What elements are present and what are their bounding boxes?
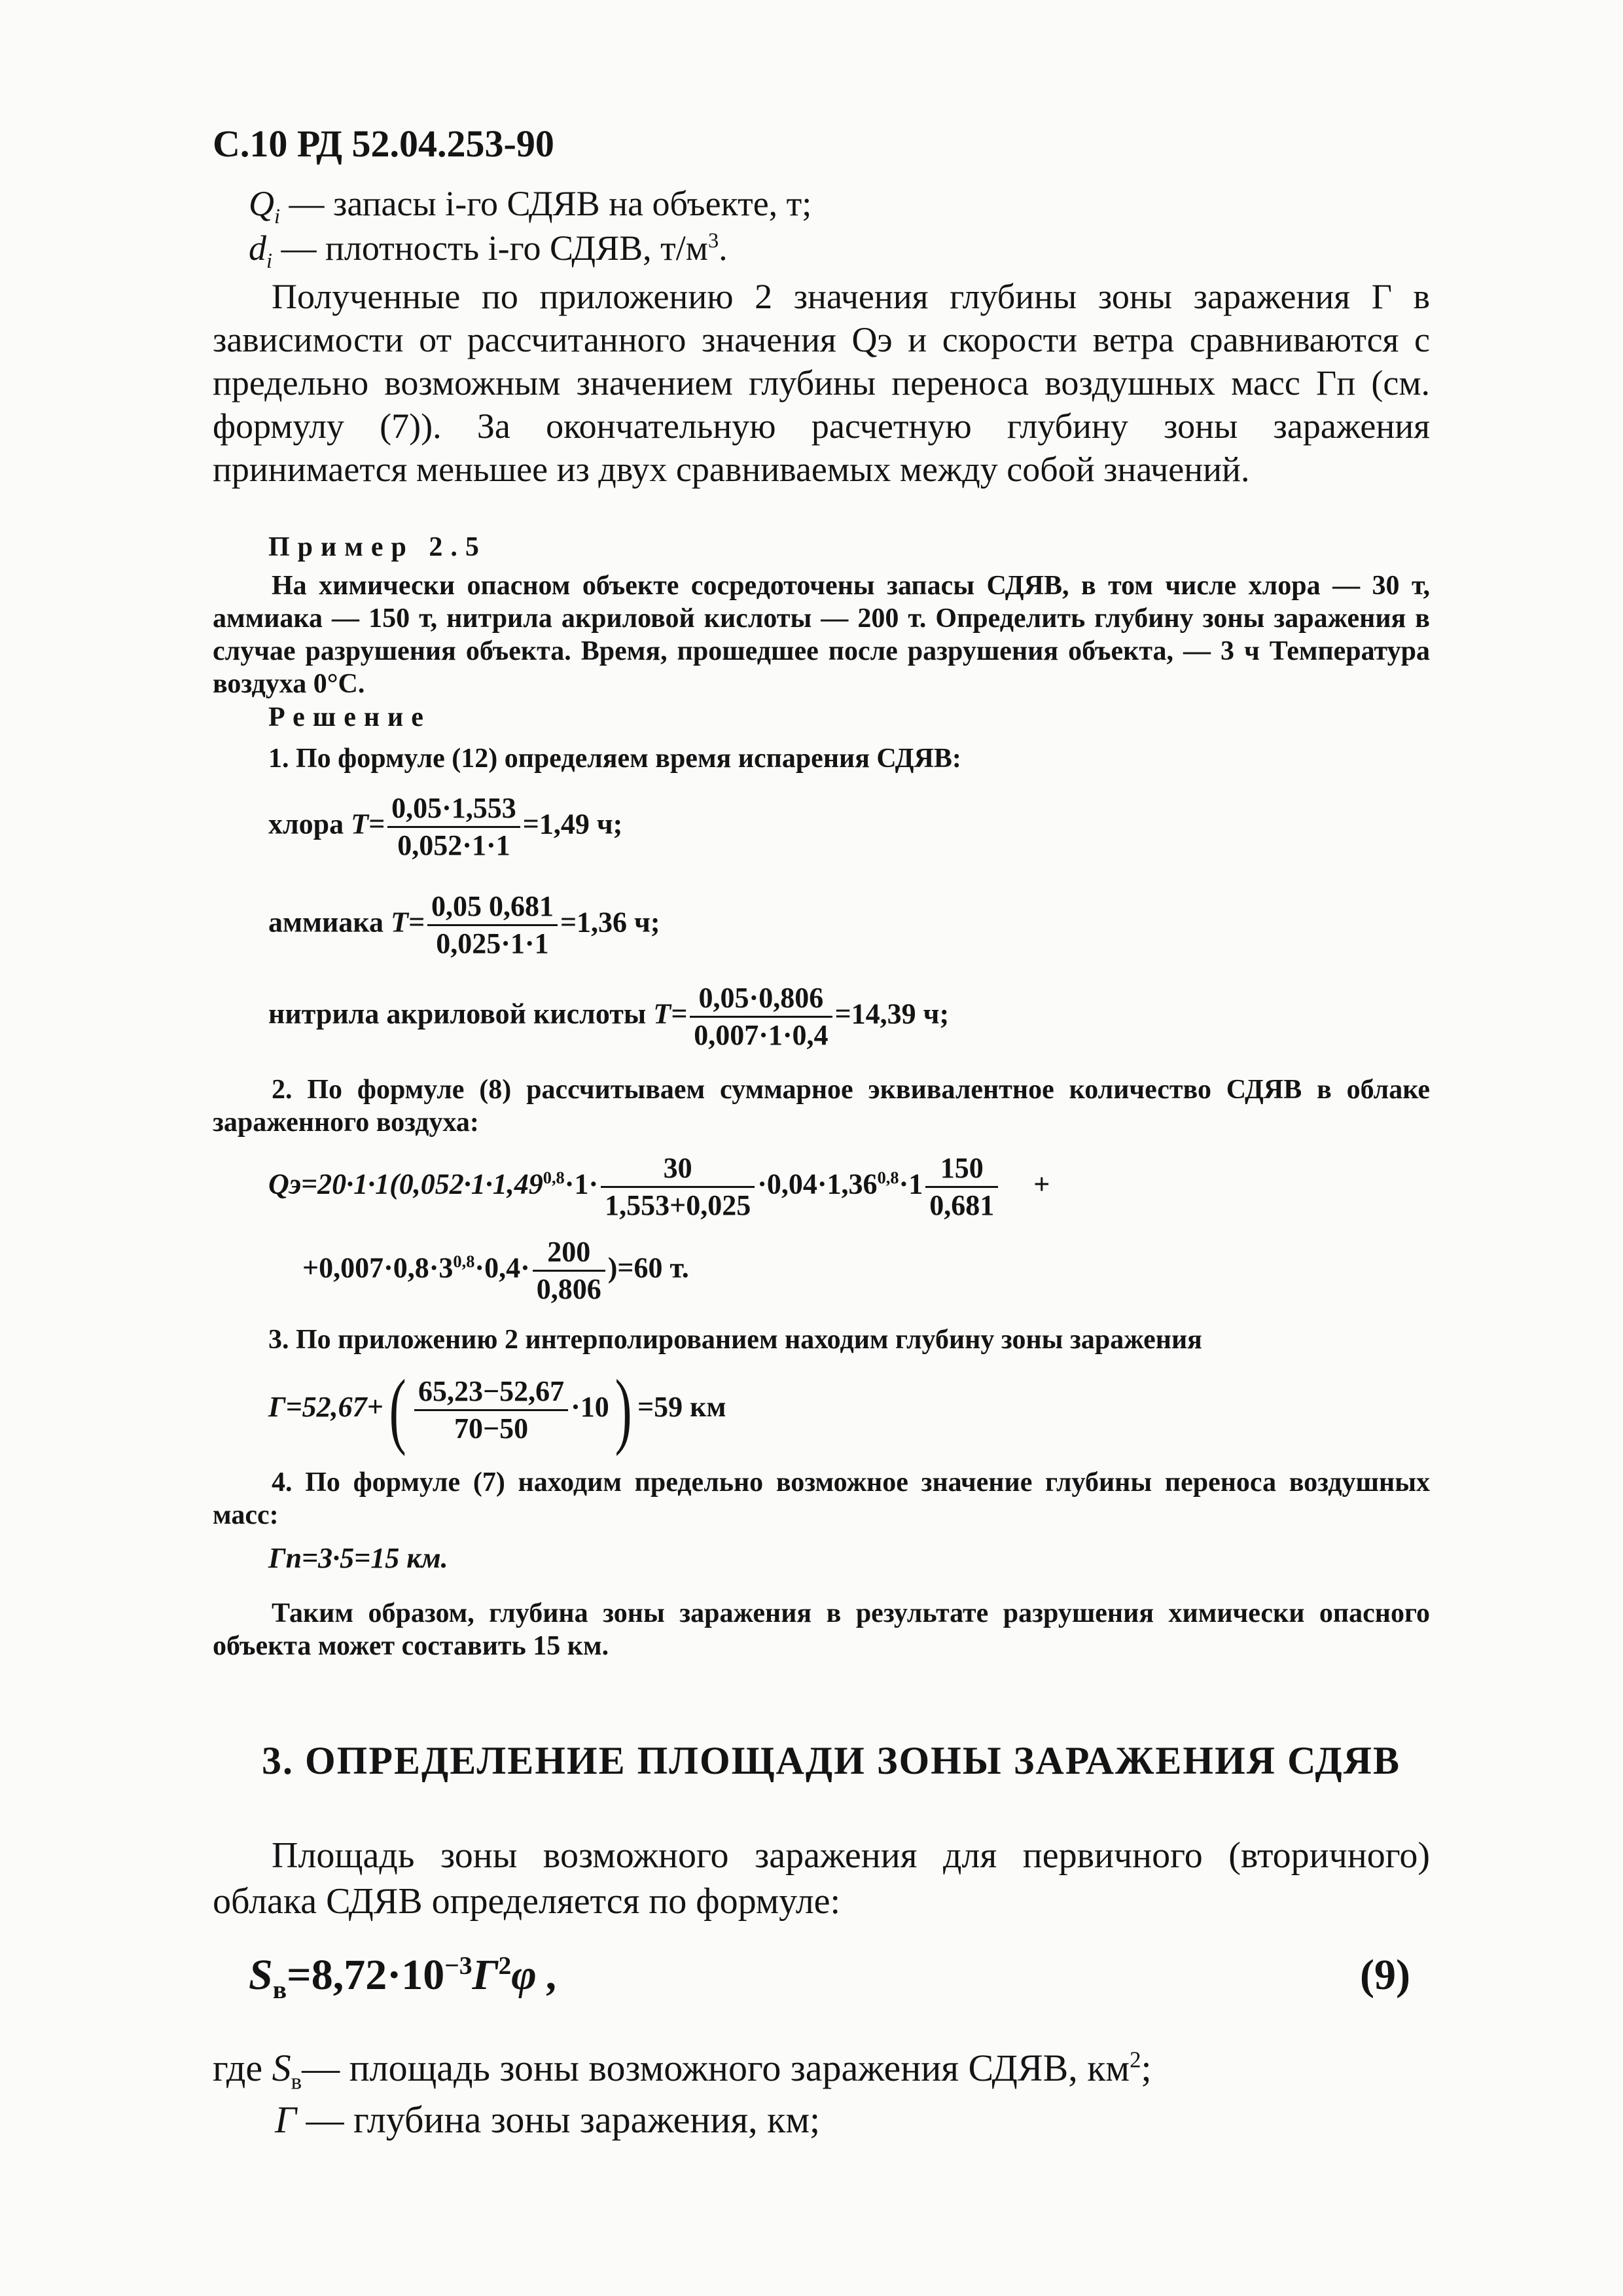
depth-lhs: Г=52,67+ bbox=[268, 1391, 383, 1424]
step2-text-body: 2. По формуле (8) рассчитываем суммарное эквивалентное количество СДЯВ в облаке зараженного воздуха: bbox=[213, 1075, 1430, 1138]
ammonia-fraction bbox=[427, 890, 558, 960]
section3-paragraph-text: Площадь зоны возможного заражения для первичного (вторичного) облака СДЯВ определяется по формуле: bbox=[213, 1835, 1430, 1922]
depth-fraction bbox=[414, 1375, 568, 1445]
depth-numerator: 65,23−52,67 bbox=[414, 1375, 568, 1411]
qe-fraction-3-num: 200 bbox=[533, 1236, 605, 1272]
q-subscript: i bbox=[274, 204, 280, 228]
chlorine-denominator: 0,052·1·1 bbox=[397, 829, 510, 861]
qe-fraction-2-num: 150 bbox=[925, 1152, 998, 1188]
qe-line1-part-b: ·1· bbox=[564, 1168, 599, 1200]
nitrile-rhs: =14,39 ч; bbox=[834, 997, 950, 1030]
q-symbol: Q bbox=[249, 184, 274, 223]
where-g-text: — глубина зоны заражения, км; bbox=[306, 2098, 821, 2141]
example-title-text: Пример 2.5 bbox=[268, 532, 487, 562]
formula9-number-text: (9) bbox=[1360, 1951, 1410, 1999]
ammonia-numerator: 0,05 0,681 bbox=[427, 890, 558, 926]
conclusion-text bbox=[213, 1597, 1430, 1662]
max-depth-formula: Гп=3·5=15 км. bbox=[268, 1542, 448, 1574]
solution-title-text: Решение bbox=[268, 702, 431, 732]
example-title bbox=[268, 531, 487, 563]
formula-q-equivalent-line2 bbox=[302, 1236, 689, 1306]
where-g-symbol: Г bbox=[275, 2098, 296, 2141]
qe-line1-part-a: Qэ=20·1·1(0,052·1·1,49 bbox=[268, 1168, 543, 1200]
qe-fraction-2 bbox=[925, 1152, 998, 1222]
step3-text-body: 3. По приложению 2 интерполированием находим глубину зоны заражения bbox=[268, 1325, 1202, 1355]
qe-line1-exp1: 0,8 bbox=[543, 1167, 565, 1187]
formula-nitrile bbox=[268, 982, 949, 1052]
nitrile-denominator: 0,007·1·0,4 bbox=[694, 1019, 829, 1051]
qe-fraction-2-den: 0,681 bbox=[929, 1189, 995, 1221]
d-definition: — плотность i-го СДЯВ, т/м bbox=[281, 228, 708, 268]
where-s-symbol: S bbox=[272, 2047, 291, 2089]
conclusion-text-body: Таким образом, глубина зоны заражения в результате разрушения химически опасного объекта может составить 15 км. bbox=[213, 1598, 1430, 1661]
where-prefix: где bbox=[213, 2047, 263, 2089]
step1-text bbox=[268, 742, 961, 775]
formula9-g-exp: 2 bbox=[498, 1951, 512, 1980]
nitrile-lhs: T= bbox=[653, 997, 688, 1030]
d-definition-end: . bbox=[719, 228, 728, 268]
ammonia-denominator: 0,025·1·1 bbox=[436, 927, 549, 960]
step4-text-body: 4. По формуле (7) находим предельно возможное значение глубины переноса воздушных масс: bbox=[213, 1467, 1430, 1530]
qe-line2-part-b: ·0,4· bbox=[474, 1251, 530, 1284]
where-s-text: — площадь зоны возможного заражения СДЯВ, км bbox=[302, 2047, 1130, 2089]
section3-heading-text: 3. ОПРЕДЕЛЕНИЕ ПЛОЩАДИ ЗОНЫ ЗАРАЖЕНИЯ СДЯВ bbox=[262, 1739, 1401, 1782]
page-ref: С.10 РД 52.04.253-90 bbox=[213, 122, 554, 165]
definition-d bbox=[249, 226, 728, 273]
chlorine-numerator: 0,05·1,553 bbox=[387, 792, 520, 828]
q-definition: — запасы i-го СДЯВ на объекте, т; bbox=[289, 184, 812, 223]
qe-fraction-1-den: 1,553+0,025 bbox=[605, 1189, 751, 1221]
step4-text bbox=[213, 1466, 1430, 1532]
ammonia-rhs: =1,36 ч; bbox=[560, 906, 660, 939]
example-text-body: На химически опасном объекте сосредоточены запасы СДЯВ, в том числе хлора — 30 т, аммиака — 150 т, нитрила акриловой кислоты — 200 т. Определить глубину зоны заражения в случае разрушения объекта. Время, прошедшее после разрушения объекта, — 3 ч Температура воздуха 0°С. bbox=[213, 571, 1430, 699]
step2-text bbox=[213, 1073, 1430, 1139]
formula-chlorine bbox=[268, 792, 622, 862]
section3-paragraph bbox=[213, 1833, 1430, 1924]
qe-line1-exp2: 0,8 bbox=[877, 1167, 899, 1187]
step1-text-body: 1. По формуле (12) определяем время испарения СДЯВ: bbox=[268, 744, 961, 774]
formula9-body: =8,72·10 bbox=[287, 1951, 445, 1999]
where-s-sub: в bbox=[291, 2068, 302, 2094]
where-s-unit-exp: 2 bbox=[1130, 2047, 1141, 2073]
qe-line1-part-c: ·0,04·1,36 bbox=[757, 1168, 878, 1200]
qe-line1-plus: + bbox=[1033, 1168, 1050, 1200]
where-s-end: ; bbox=[1141, 2047, 1152, 2089]
formula9-exp: −3 bbox=[444, 1951, 473, 1980]
where-g-definition bbox=[275, 2097, 820, 2143]
chlorine-label: хлора bbox=[268, 808, 344, 840]
paragraph-depth-comparison bbox=[213, 275, 1430, 491]
nitrile-fraction bbox=[690, 982, 832, 1052]
ammonia-label: аммиака bbox=[268, 906, 383, 939]
qe-line2-part-c: )=60 т. bbox=[607, 1251, 689, 1284]
formula-ammonia bbox=[268, 890, 660, 960]
formula-depth-interpolation bbox=[268, 1363, 726, 1457]
formula9-s-sub: в bbox=[272, 1975, 287, 2005]
depth-denominator: 70−50 bbox=[454, 1412, 529, 1444]
left-paren-icon: ( bbox=[389, 1363, 406, 1457]
formula9-s: S bbox=[249, 1951, 273, 1999]
qe-fraction-1 bbox=[601, 1152, 755, 1222]
depth-rhs: =59 км bbox=[637, 1391, 726, 1424]
where-s-definition bbox=[213, 2045, 1152, 2094]
formula-q-equivalent-line1 bbox=[268, 1152, 1050, 1222]
qe-line2-exp: 0,8 bbox=[453, 1251, 475, 1271]
nitrile-numerator: 0,05·0,806 bbox=[690, 982, 832, 1018]
formula-max-depth bbox=[268, 1542, 448, 1575]
definition-q bbox=[249, 182, 812, 228]
qe-fraction-3 bbox=[533, 1236, 605, 1306]
right-paren-icon: ) bbox=[615, 1363, 632, 1457]
paragraph-depth-comparison-text: Полученные по приложению 2 значения глубины зоны заражения Г в зависимости от рассчитанного значения Qэ и скорости ветра сравниваются с предельно возможным значением глубины переноса воздушных масс Гп (см. формулу (7)). За окончательную расчетную глубину зоны заражения принимается меньшее из двух сравниваемых между собой значений. bbox=[213, 277, 1430, 489]
chlorine-rhs: =1,49 ч; bbox=[522, 808, 623, 840]
section3-heading bbox=[262, 1738, 1400, 1784]
qe-line2-part-a: +0,007·0,8·3 bbox=[302, 1251, 454, 1284]
d-unit-superscript: 3 bbox=[707, 229, 719, 253]
qe-line1-part-d: ·1 bbox=[899, 1168, 923, 1200]
chlorine-lhs: T= bbox=[351, 808, 385, 840]
formula-9-number bbox=[1360, 1949, 1410, 2001]
ammonia-lhs: T= bbox=[390, 906, 425, 939]
qe-fraction-3-den: 0,806 bbox=[536, 1273, 601, 1305]
d-symbol: d bbox=[249, 228, 266, 268]
d-subscript: i bbox=[266, 249, 272, 273]
formula9-phi: φ , bbox=[511, 1951, 558, 1999]
page-header bbox=[213, 123, 554, 165]
nitrile-label: нитрила акриловой кислоты bbox=[268, 997, 647, 1030]
qe-fraction-1-num: 30 bbox=[601, 1152, 755, 1188]
depth-multiplier: ·10 bbox=[571, 1391, 609, 1424]
solution-title bbox=[268, 702, 431, 733]
formula9-g: Г bbox=[472, 1951, 499, 1999]
step3-text bbox=[268, 1323, 1202, 1356]
example-text bbox=[213, 569, 1430, 700]
chlorine-fraction bbox=[387, 792, 520, 862]
formula-9 bbox=[249, 1949, 558, 2005]
